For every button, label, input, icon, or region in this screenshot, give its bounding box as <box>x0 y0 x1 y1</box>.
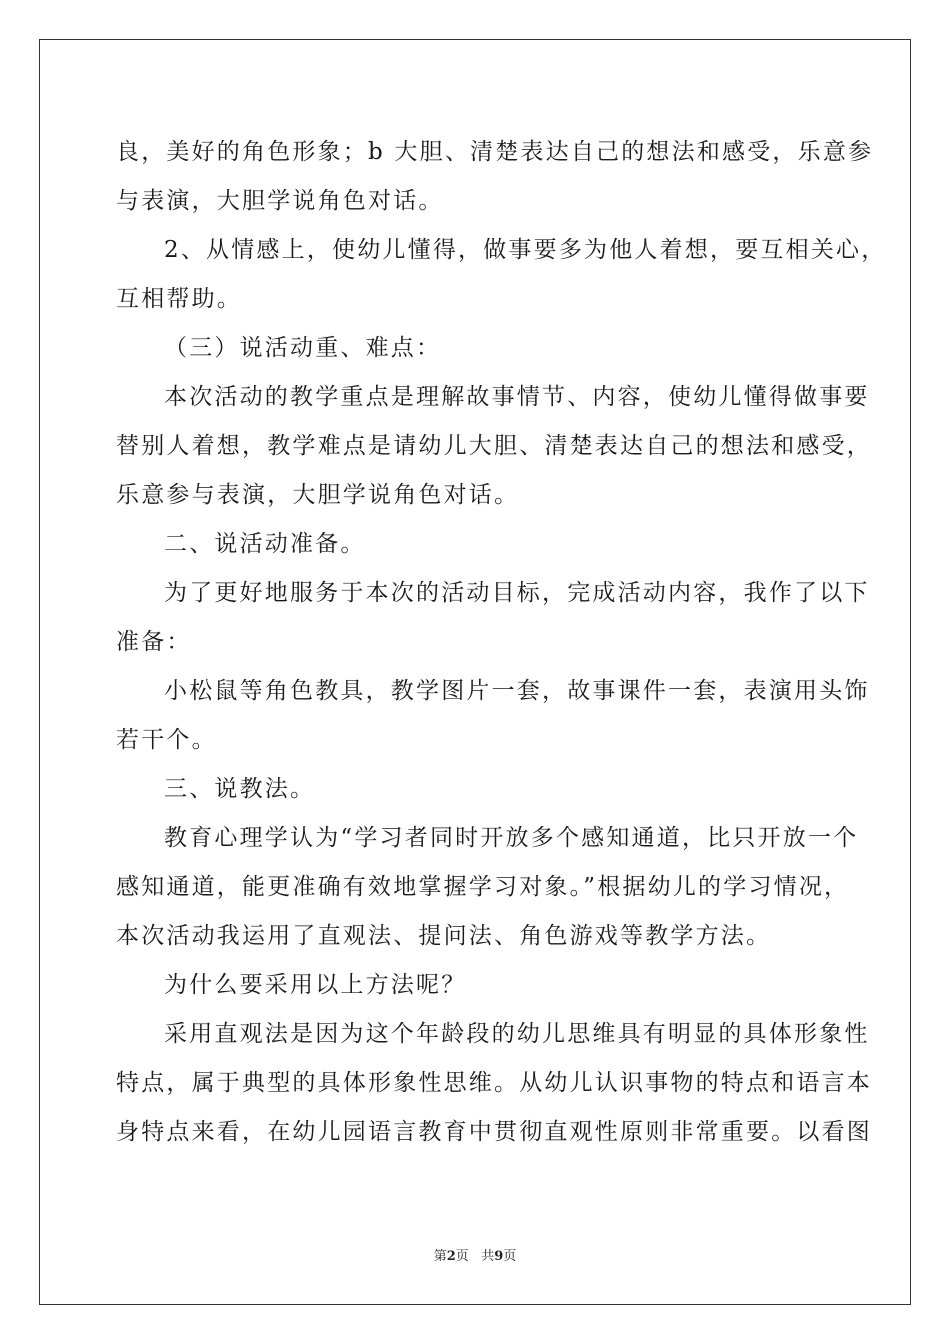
text-line: 与表演，大胆学说角色对话。 <box>116 188 444 214</box>
text-line: 乐意参与表演，大胆学说角色对话。 <box>116 482 520 508</box>
text-line: 教育心理学认为“学习者同时开放多个感知通道，比只开放一个 <box>164 825 859 851</box>
text-line: 本次活动我运用了直观法、提问法、角色游戏等教学方法。 <box>116 923 772 949</box>
text-line: 感知通道，能更准确有效地掌握学习对象。”根据幼儿的学习情况， <box>116 874 850 900</box>
section-heading: 三、说教法。 <box>164 776 316 802</box>
text-line: 准备： <box>116 629 192 655</box>
text-line: 本次活动的教学重点是理解故事情节、内容，使幼儿懂得做事要 <box>164 384 870 410</box>
text-line: 为了更好地服务于本次的活动目标，完成活动内容，我作了以下 <box>164 580 870 606</box>
page-prefix: 第 <box>433 1249 447 1264</box>
page-footer <box>0 1245 950 1264</box>
total-pages-number: 9 <box>494 1249 504 1264</box>
text-line: 采用直观法是因为这个年龄段的幼儿思维具有明显的具体形象性 <box>164 1021 870 1047</box>
page-suffix: 页 <box>455 1249 469 1264</box>
total-prefix: 共 <box>481 1249 495 1264</box>
section-heading: 二、说活动准备。 <box>164 531 366 557</box>
text-line: 为什么要采用以上方法呢？ <box>164 972 467 998</box>
text-line: 替别人着想，教学难点是请幼儿大胆、清楚表达自己的想法和感受， <box>116 433 872 459</box>
text-line: 身特点来看，在幼儿园语言教育中贯彻直观性原则非常重要。以看图 <box>116 1119 872 1145</box>
text-line: 2、从情感上，使幼儿懂得，做事要多为他人着想，要互相关心， <box>164 237 887 263</box>
text-line: 良，美好的角色形象；b 大胆、清楚表达自己的想法和感受，乐意参 <box>116 139 874 165</box>
current-page-number: 2 <box>446 1249 456 1264</box>
total-suffix: 页 <box>503 1249 517 1264</box>
section-heading: （三）说活动重、难点： <box>164 335 442 361</box>
document-body <box>116 128 887 1157</box>
text-line: 特点，属于典型的具体形象性思维。从幼儿认识事物的特点和语言本 <box>116 1070 872 1096</box>
text-line: 互相帮助。 <box>116 286 242 312</box>
text-line: 若干个。 <box>116 727 217 753</box>
text-line: 小松鼠等角色教具，教学图片一套，故事课件一套，表演用头饰 <box>164 678 870 704</box>
